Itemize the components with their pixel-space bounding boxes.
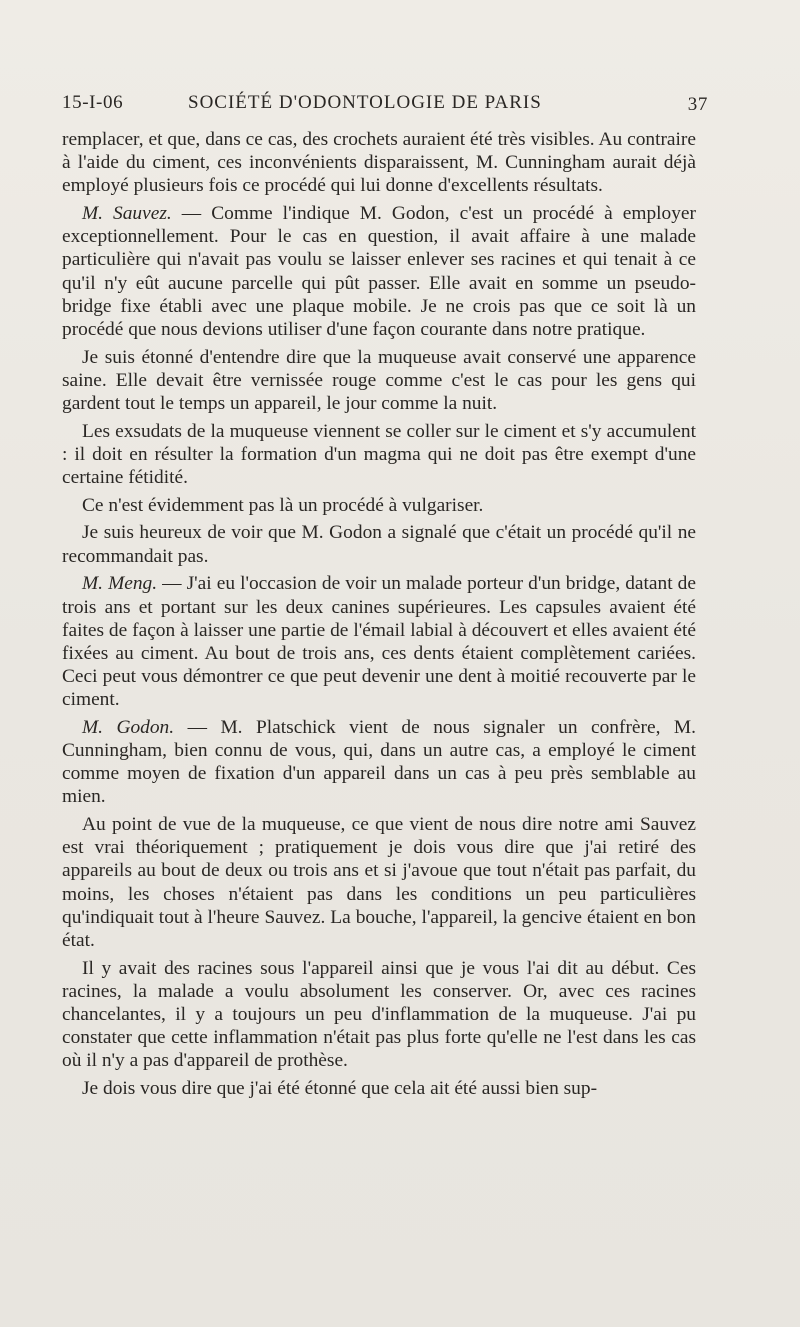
speaker-name: M. Godon. [82, 716, 175, 738]
speaker-name: M. Sauvez. [82, 203, 172, 225]
paragraph-text: Ce n'est évidemment pas là un procédé à vulgariser. [82, 494, 484, 516]
speaker-name: M. Meng. [82, 573, 158, 595]
paragraph [62, 957, 696, 1073]
header-title: SOCIÉTÉ D'ODONTOLOGIE DE PARIS [188, 92, 542, 113]
paragraph-text: Je suis heureux de voir que M. Godon a signalé que c'était un procédé qu'il ne recommandait pas. [62, 522, 696, 567]
running-head [62, 92, 708, 118]
page-number: 37 [687, 94, 708, 115]
paragraph [62, 202, 696, 341]
paragraph [62, 494, 696, 517]
paragraph-text: Il y avait des racines sous l'appareil ainsi que je vous l'ai dit au début. Ces racines, la malade a voulu absolument les conserver. Or, avec ces racines chancelantes, il y a toujours un peu d'inflammation de la muqueuse. J'ai pu constater que cette inflammation n'était pas plus forte qu'elle ne l'est dans les cas où il n'y a pas d'appareil de prothèse. [62, 957, 696, 1072]
paragraph [62, 346, 696, 415]
paragraph-text: Je suis étonné d'entendre dire que la muqueuse avait conservé une apparence saine. Elle devait être vernissée rouge comme c'est le cas pour les gens qui gardent tout le temps un appareil, le jour comme la nuit. [62, 346, 696, 414]
paragraph-text: — Comme l'indique M. Godon, c'est un procédé à employer exceptionnellement. Pour le cas en question, il avait affaire à une malade particulière qui n'avait pas voulu se laisser enlever ses racines et qui tenait à ce qu'il n'y eût aucune parcelle qui pût passer. Elle avait en somme un pseudo-bridge fixe établi avec une plaque mobile. Je ne crois pas que ce soit là un procédé que nous devions utiliser d'une façon courante dans notre pratique. [62, 203, 696, 340]
body-text [62, 128, 696, 1105]
paragraph [62, 128, 696, 197]
paragraph-text: Au point de vue de la muqueuse, ce que vient de nous dire notre ami Sauvez est vrai théoriquement ; pratiquement je dois vous dire que j'ai retiré des appareils au bout de deux ou trois ans et si j'avoue que tout n'était pas parfait, du moins, les choses n'étaient pas dans les conditions un peu particulières qu'indiquait tout à l'heure Sauvez. La bouche, l'appareil, la gencive étaient en bon état. [62, 814, 696, 951]
paragraph [62, 572, 696, 711]
paragraph-text: Je dois vous dire que j'ai été étonné que cela ait été aussi bien sup- [82, 1078, 598, 1100]
paragraph-text: Les exsudats de la muqueuse viennent se coller sur le ciment et s'y accumulent : il doit en résulter la formation d'un magma qui ne doit pas être exempt d'une certaine fétidité. [62, 420, 696, 488]
paragraph-text: — J'ai eu l'occasion de voir un malade porteur d'un bridge, datant de trois ans et portant sur les deux canines supérieures. Les capsules avaient été faites de façon à laisser une partie de l'émail labial à découvert et elles avaient été fixées au ciment. Au bout de trois ans, ces dents étaient complètement cariées. Ceci peut vous démontrer ce que peut devenir une dent à moitié recouverte par le ciment. [62, 573, 696, 711]
header-date: 15-I-06 [62, 92, 124, 113]
paragraph [62, 813, 696, 952]
paragraph-text: remplacer, et que, dans ce cas, des crochets auraient été très visibles. Au contraire à l'aide du ciment, ces inconvénients disparaissent, M. Cunningham aurait déjà employé plusieurs fois ce procédé qui lui donne d'excellents résultats. [62, 129, 696, 197]
paragraph [62, 420, 696, 489]
paragraph [62, 521, 696, 567]
paragraph [62, 1077, 696, 1100]
paragraph-text: — M. Platschick vient de nous signaler un confrère, M. Cunningham, bien connu de vous, qui, dans un autre cas, a employé le ciment comme moyen de fixation d'un appareil dans un cas à peu près semblable au mien. [62, 716, 697, 808]
paragraph [62, 716, 696, 809]
